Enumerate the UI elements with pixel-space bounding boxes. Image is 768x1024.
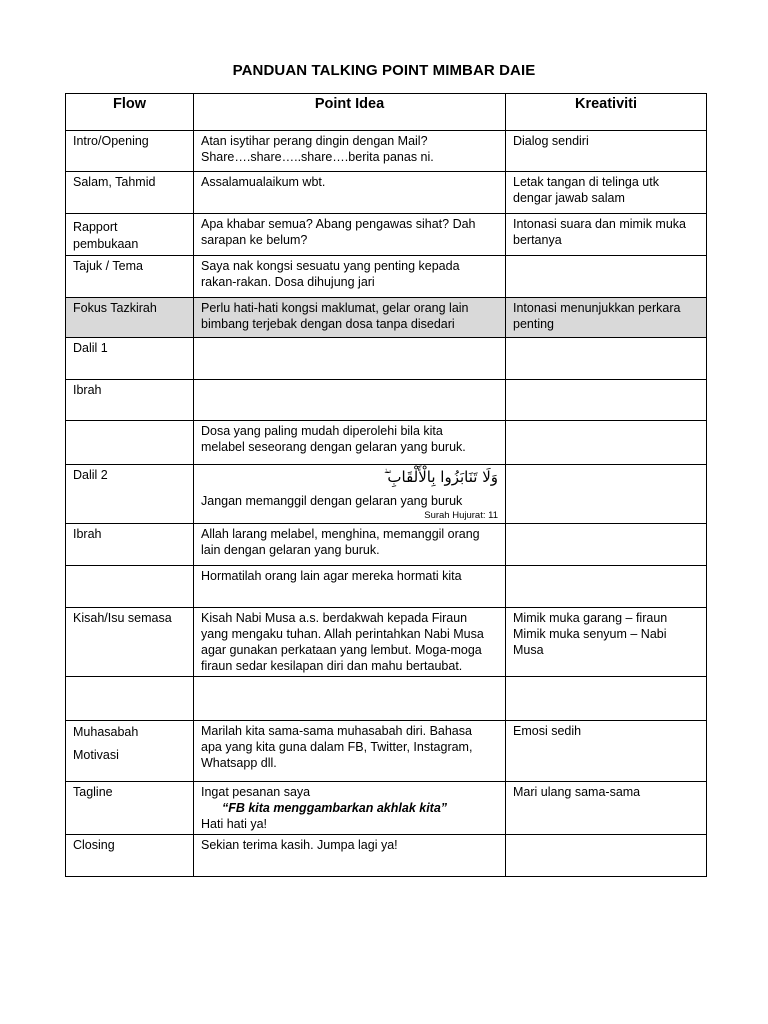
table-row (66, 465, 707, 524)
flow-cell: Tagline (66, 782, 194, 835)
table-row (66, 298, 707, 338)
point-cell: Allah larang melabel, menghina, memanggil orang lain dengan gelaran yang buruk. (194, 524, 506, 566)
kreativiti-cell (506, 566, 707, 608)
point-cell: Perlu hati-hati kongsi maklumat, gelar orang lain bimbang terjebak dengan dosa tanpa disedari (194, 298, 506, 338)
header-kreativiti: Kreativiti (506, 94, 707, 131)
kreativiti-cell: Intonasi menunjukkan perkara penting (506, 298, 707, 338)
point-cell (194, 677, 506, 721)
kreativiti-cell (506, 421, 707, 465)
table-row (66, 835, 707, 877)
table-row (66, 338, 707, 380)
header-flow: Flow (66, 94, 194, 131)
point-cell: Sekian terima kasih. Jumpa lagi ya! (194, 835, 506, 877)
flow-cell: Salam, Tahmid (66, 172, 194, 214)
flow-cell: Ibrah (66, 380, 194, 421)
flow-cell: Ibrah (66, 524, 194, 566)
point-cell: وَلَا تَنَابَزُوا بِالْأَلْقَابِ ۖ Jangan memanggil dengan gelaran yang buruk Surah Hujurat: 11 (194, 465, 506, 524)
point-cell: Dosa yang paling mudah diperolehi bila kita melabel seseorang dengan gelaran yang buruk. (194, 421, 506, 465)
kreativiti-cell (506, 835, 707, 877)
flow-cell: Dalil 1 (66, 338, 194, 380)
flow-cell: Muhasabah Motivasi (66, 721, 194, 782)
point-cell: Assalamualaikum wbt. (194, 172, 506, 214)
kreativiti-cell: Intonasi suara dan mimik muka bertanya (506, 214, 707, 256)
table-row (66, 380, 707, 421)
kreativiti-cell (506, 524, 707, 566)
point-cell (194, 380, 506, 421)
kreativiti-cell (506, 338, 707, 380)
table-row (66, 256, 707, 298)
point-cell (194, 338, 506, 380)
flow-cell: Fokus Tazkirah (66, 298, 194, 338)
point-cell: Ingat pesanan saya “FB kita menggambarkan akhlak kita” Hati hati ya! (194, 782, 506, 835)
talking-point-table (65, 93, 707, 877)
flow-cell: Dalil 2 (66, 465, 194, 524)
kreativiti-cell: Emosi sedih (506, 721, 707, 782)
point-cell: Kisah Nabi Musa a.s. berdakwah kepada Firaun yang mengaku tuhan. Allah perintahkan Nabi Musa agar gunakan perkataan yang lembut. Moga-moga firaun sedar kesilapan diri dan mahu bertaubat. (194, 608, 506, 677)
kreativiti-cell: Letak tangan di telinga utk dengar jawab salam (506, 172, 707, 214)
table-row (66, 566, 707, 608)
flow-cell (66, 677, 194, 721)
table-row (66, 524, 707, 566)
point-cell: Marilah kita sama-sama muhasabah diri. Bahasa apa yang kita guna dalam FB, Twitter, Instagram, Whatsapp dll. (194, 721, 506, 782)
table-row (66, 214, 707, 256)
point-cell: Hormatilah orang lain agar mereka hormati kita (194, 566, 506, 608)
table-row (66, 608, 707, 677)
table-row (66, 721, 707, 782)
flow-cell: Closing (66, 835, 194, 877)
point-cell: Apa khabar semua? Abang pengawas sihat? Dah sarapan ke belum? (194, 214, 506, 256)
tagline-quote: “FB kita menggambarkan akhlak kita” (221, 801, 448, 815)
table-row (66, 677, 707, 721)
table-row (66, 782, 707, 835)
table-row (66, 421, 707, 465)
kreativiti-cell (506, 380, 707, 421)
flow-cell: Intro/Opening (66, 131, 194, 172)
flow-cell: Kisah/Isu semasa (66, 608, 194, 677)
flow-cell: Tajuk / Tema (66, 256, 194, 298)
point-cell: Atan isytihar perang dingin dengan Mail? Share….share…..share….berita panas ni. (194, 131, 506, 172)
flow-cell (66, 421, 194, 465)
kreativiti-cell (506, 465, 707, 524)
flow-cell (66, 566, 194, 608)
kreativiti-cell (506, 677, 707, 721)
kreativiti-cell: Dialog sendiri (506, 131, 707, 172)
header-point-idea: Point Idea (194, 94, 506, 131)
flow-cell: Rapport pembukaan (66, 214, 194, 256)
arabic-verse: وَلَا تَنَابَزُوا بِالْأَلْقَابِ ۖ (383, 468, 498, 486)
kreativiti-cell: Mari ulang sama-sama (506, 782, 707, 835)
point-cell: Saya nak kongsi sesuatu yang penting kepada rakan-rakan. Dosa dihujung jari (194, 256, 506, 298)
table-row (66, 172, 707, 214)
verse-reference: Surah Hujurat: 11 (424, 510, 498, 521)
kreativiti-cell: Mimik muka garang – firaun Mimik muka senyum – Nabi Musa (506, 608, 707, 677)
document-title: PANDUAN TALKING POINT MIMBAR DAIE (232, 62, 536, 79)
kreativiti-cell (506, 256, 707, 298)
table-header-row (66, 94, 707, 131)
table-row (66, 131, 707, 172)
